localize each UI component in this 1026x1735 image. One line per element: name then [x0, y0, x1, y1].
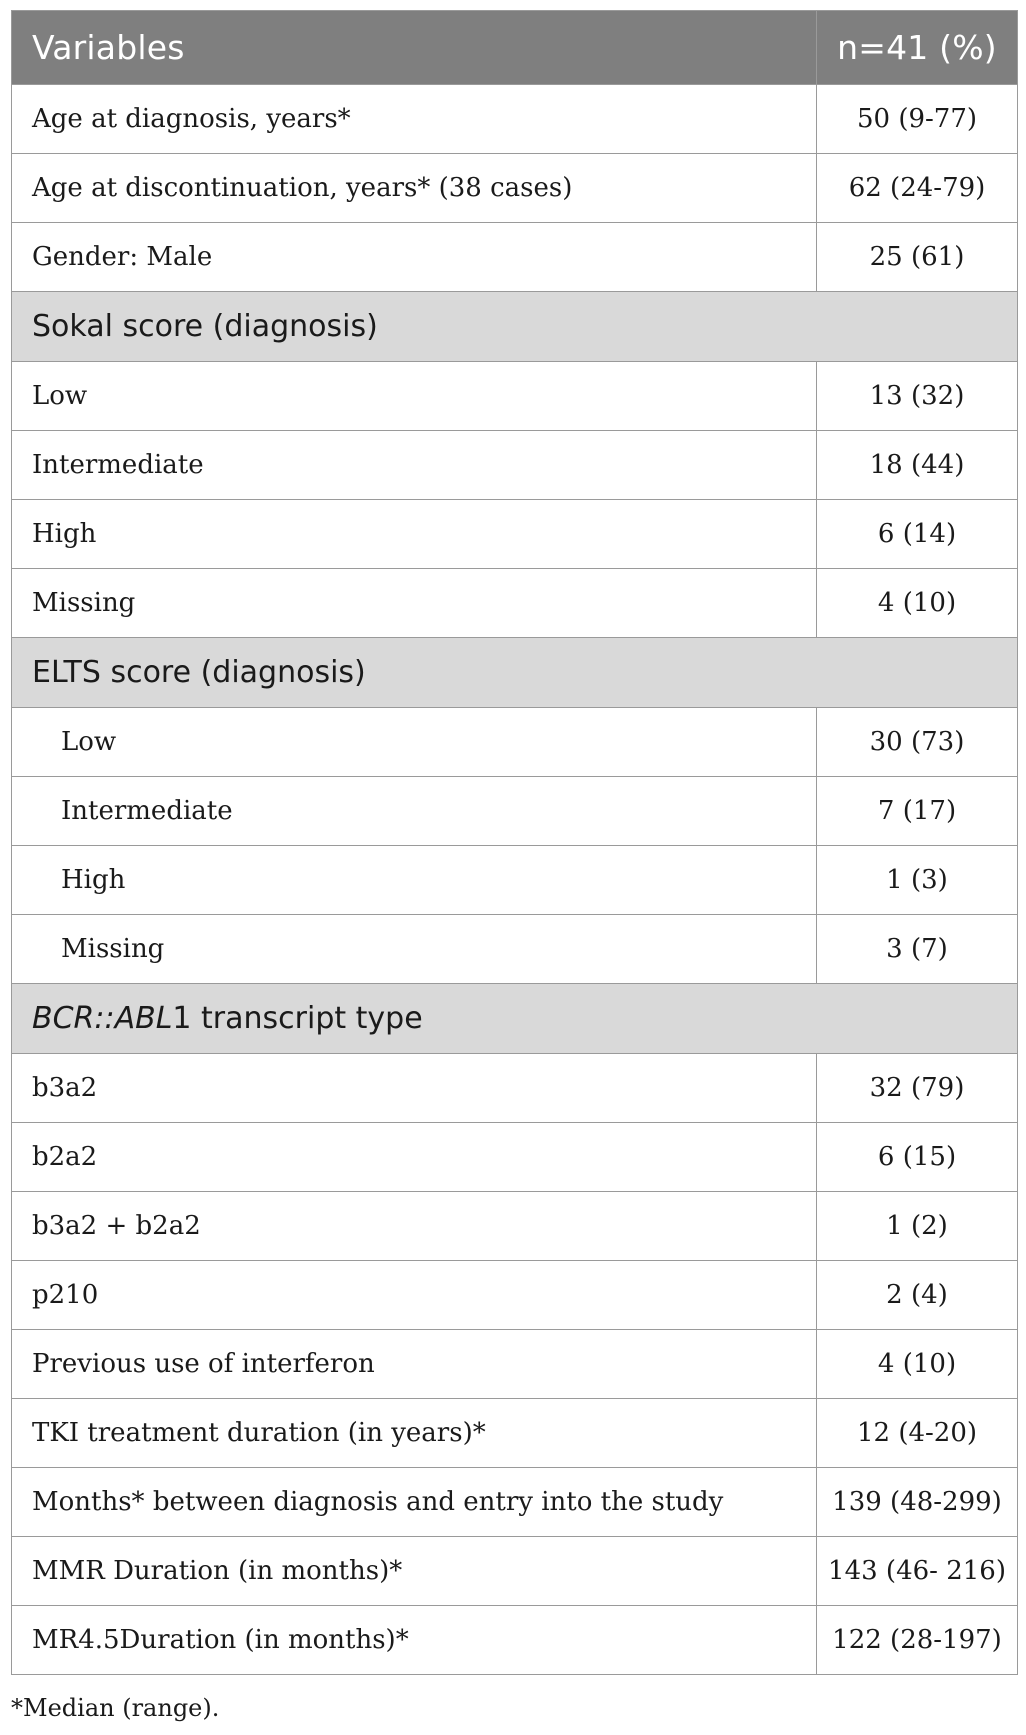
row-label: MMR Duration (in months)*	[12, 1537, 817, 1606]
row-value: 6 (15)	[817, 1123, 1018, 1192]
row-value: 7 (17)	[817, 777, 1018, 846]
row-value: 2 (4)	[817, 1261, 1018, 1330]
section-title: Sokal score (diagnosis)	[12, 292, 1018, 362]
row-value: 143 (46- 216)	[817, 1537, 1018, 1606]
row-label: Gender: Male	[12, 223, 817, 292]
row-value: 32 (79)	[817, 1054, 1018, 1123]
table-row	[12, 708, 1018, 777]
table-row	[12, 362, 1018, 431]
table-row	[12, 846, 1018, 915]
table-row	[12, 569, 1018, 638]
row-label: High	[12, 846, 817, 915]
row-label: Intermediate	[12, 431, 817, 500]
section-header-sokal	[12, 292, 1018, 362]
row-value: 18 (44)	[817, 431, 1018, 500]
column-header-count: n=41 (%)	[817, 11, 1018, 85]
table-row	[12, 223, 1018, 292]
row-value: 50 (9-77)	[817, 85, 1018, 154]
row-value: 12 (4-20)	[817, 1399, 1018, 1468]
row-value: 30 (73)	[817, 708, 1018, 777]
row-value: 13 (32)	[817, 362, 1018, 431]
row-value: 4 (10)	[817, 1330, 1018, 1399]
row-label: High	[12, 500, 817, 569]
section-title: ELTS score (diagnosis)	[12, 638, 1018, 708]
section-title-rest: 1 transcript type	[172, 1001, 423, 1036]
row-label: Age at diagnosis, years*	[12, 85, 817, 154]
table-row	[12, 1606, 1018, 1675]
table-row	[12, 1192, 1018, 1261]
row-value: 25 (61)	[817, 223, 1018, 292]
row-label: b2a2	[12, 1123, 817, 1192]
row-label: Months* between diagnosis and entry into the study	[12, 1468, 817, 1537]
row-label: Previous use of interferon	[12, 1330, 817, 1399]
table-row	[12, 431, 1018, 500]
row-label: Missing	[12, 915, 817, 984]
table-row	[12, 1054, 1018, 1123]
section-title-italic: BCR::ABL	[32, 1001, 173, 1036]
section-title	[12, 984, 1018, 1054]
row-value: 4 (10)	[817, 569, 1018, 638]
table-row	[12, 1123, 1018, 1192]
row-label: Missing	[12, 569, 817, 638]
table-row	[12, 915, 1018, 984]
row-label: Age at discontinuation, years* (38 cases)	[12, 154, 817, 223]
row-label: TKI treatment duration (in years)*	[12, 1399, 817, 1468]
table-row	[12, 85, 1018, 154]
table-row	[12, 1399, 1018, 1468]
row-value: 6 (14)	[817, 500, 1018, 569]
table-row	[12, 1261, 1018, 1330]
table-row	[12, 777, 1018, 846]
row-value: 1 (2)	[817, 1192, 1018, 1261]
row-label: Intermediate	[12, 777, 817, 846]
characteristics-table	[11, 10, 1018, 1675]
row-value: 3 (7)	[817, 915, 1018, 984]
column-header-variables: Variables	[12, 11, 817, 85]
row-label: Low	[12, 362, 817, 431]
section-header-elts	[12, 638, 1018, 708]
row-value: 122 (28-197)	[817, 1606, 1018, 1675]
section-header-transcript	[12, 984, 1018, 1054]
table-header-row	[12, 11, 1018, 85]
row-label: b3a2	[12, 1054, 817, 1123]
table-row	[12, 1537, 1018, 1606]
table-row	[12, 1330, 1018, 1399]
row-value: 62 (24-79)	[817, 154, 1018, 223]
row-label: p210	[12, 1261, 817, 1330]
row-label: Low	[12, 708, 817, 777]
row-value: 139 (48-299)	[817, 1468, 1018, 1537]
table-row	[12, 154, 1018, 223]
table-row	[12, 1468, 1018, 1537]
row-label: b3a2 + b2a2	[12, 1192, 817, 1261]
table-row	[12, 500, 1018, 569]
row-value: 1 (3)	[817, 846, 1018, 915]
row-label: MR4.5Duration (in months)*	[12, 1606, 817, 1675]
table-footnote: *Median (range).	[11, 1694, 220, 1722]
